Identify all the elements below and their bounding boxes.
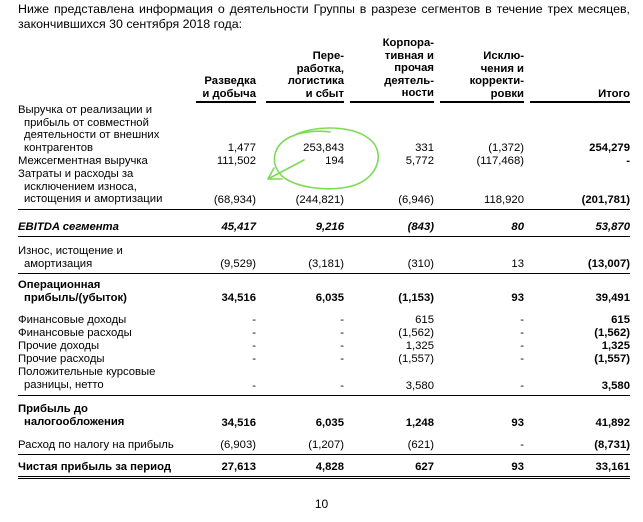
cell-dda-c3: (310) [407,258,434,270]
row-label-other-expense: Прочие расходы [18,353,105,365]
cell-costs-total: (201,781) [581,194,630,206]
cell-fx-c4: - [520,380,524,392]
cell-pbt-c4: 93 [511,417,524,429]
cell-dda-total: (13,007) [587,258,630,270]
cell-fininc-c4: - [520,314,524,326]
header-rule [440,101,524,103]
cell-tax-c2: (1,207) [308,439,344,451]
page-number: 10 [314,497,329,511]
header-exploration: Разведка и добыча [202,75,256,100]
header-corporate: Корпора- тивная и прочая деятель- ности [382,37,434,100]
cell-tax-total: (8,731) [594,439,630,451]
cell-dda-c2: (3,181) [308,258,344,270]
cell-othexp-c3: (1,557) [398,353,434,365]
header-refining: Пере- работка, логистика и сбыт [287,50,344,100]
row-label-revenue: Выручка от реализации и прибыль от совместной деятельности от внешних контрагентов [18,104,160,154]
cell-fx-c3: 3,580 [405,380,434,392]
cell-othinc-c1: - [252,340,256,352]
cell-interseg-total: - [626,155,630,167]
cell-interseg-c1: 111,502 [216,155,256,167]
cell-net-c4: 93 [511,461,524,473]
cell-ebitda-c3: (843) [407,221,434,233]
row-rule [18,395,630,396]
cell-fininc-c1: - [252,314,256,326]
cell-fx-c2: - [340,380,344,392]
cell-othexp-total: (1,557) [594,353,630,365]
row-label-finance-expense: Финансовые расходы [18,327,132,339]
cell-fx-c1: - [252,380,256,392]
row-label-other-income: Прочие доходы [18,340,100,352]
row-label-operating-profit: Операционная прибыль/(убыток) [18,279,127,304]
header-rule [266,101,344,103]
row-label-intersegment: Межсегментная выручка [18,155,148,167]
cell-revenue-c1: 1,477 [227,142,256,154]
cell-othexp-c1: - [252,353,256,365]
cell-othinc-c3: 1,325 [405,340,434,352]
cell-revenue-total: 254,279 [589,142,630,154]
cell-fininc-total: 615 [611,314,630,326]
cell-net-total: 33,161 [595,461,630,473]
cell-finexp-c1: - [252,327,256,339]
cell-othinc-total: 1,325 [601,340,630,352]
cell-pbt-c3: 1,248 [405,417,434,429]
cell-pbt-total: 41,892 [595,417,630,429]
cell-revenue-c4: (1,372) [488,142,524,154]
row-rule [18,273,630,274]
cell-ebitda-c2: 9,216 [315,221,344,233]
row-rule [18,236,630,237]
row-label-ebitda: EBITDA сегмента [18,221,119,233]
cell-tax-c4: - [520,439,524,451]
cell-costs-c4: 118,920 [484,194,524,206]
cell-revenue-c3: 331 [415,142,434,154]
header-rule [196,101,256,103]
cell-othinc-c2: - [340,340,344,352]
row-rule [18,209,630,210]
row-label-profit-before-tax: Прибыль до налогообложения [18,403,125,428]
row-label-fx-gain: Положительные курсовые разницы, нетто [18,366,156,391]
row-rule [18,476,630,477]
row-label-income-tax: Расход по налогу на прибыль [18,439,174,451]
row-label-net-profit: Чистая прибыль за период [18,461,172,473]
cell-opprofit-c2: 6,035 [315,292,344,304]
cell-tax-c3: (621) [407,439,434,451]
row-rule-double [18,478,630,479]
cell-interseg-c3: 5,772 [405,155,434,167]
cell-opprofit-c3: (1,153) [398,292,434,304]
row-label-dda: Износ, истощение и амортизация [18,245,123,270]
cell-opprofit-c4: 93 [511,292,524,304]
cell-pbt-c1: 34,516 [221,417,256,429]
cell-othexp-c4: - [520,353,524,365]
cell-finexp-c2: - [340,327,344,339]
cell-pbt-c2: 6,035 [315,417,344,429]
cell-dda-c1: (9,529) [220,258,256,270]
cell-othexp-c2: - [340,353,344,365]
cell-costs-c1: (68,934) [213,194,256,206]
cell-finexp-c3: (1,562) [398,327,434,339]
header-rule [530,101,630,103]
header-total: Итого [598,88,630,100]
row-label-costs: Затраты и расходы за исключением износа, истощения и амортизации [18,168,163,206]
header-eliminations: Исклю- чения и корректи- ровки [469,50,524,100]
cell-interseg-c4: (117,468) [476,155,524,167]
cell-costs-c2: (244,821) [295,194,344,206]
cell-opprofit-c1: 34,516 [221,292,256,304]
cell-fininc-c2: - [340,314,344,326]
cell-finexp-c4: - [520,327,524,339]
cell-tax-c1: (6,903) [220,439,256,451]
cell-costs-c3: (6,946) [398,194,434,206]
cell-othinc-c4: - [520,340,524,352]
cell-interseg-c2: 194 [325,155,344,167]
cell-fininc-c3: 615 [415,314,434,326]
cell-ebitda-c4: 80 [511,221,524,233]
cell-ebitda-total: 53,870 [595,221,630,233]
header-rule [350,101,434,103]
row-rule [18,454,630,455]
cell-net-c1: 27,613 [221,461,256,473]
cell-revenue-c2: 253,843 [303,142,344,154]
cell-ebitda-c1: 45,417 [221,221,256,233]
row-label-finance-income: Финансовые доходы [18,314,127,326]
intro-paragraph: Ниже представлена информация о деятельности Группы в разрезе сегментов в течение трех месяцев, закончившихся 30 сентября 2018 года: [18,2,630,31]
cell-opprofit-total: 39,491 [595,292,630,304]
cell-finexp-total: (1,562) [594,327,630,339]
cell-dda-c4: 13 [511,258,524,270]
cell-net-c2: 4,828 [315,461,344,473]
cell-fx-total: 3,580 [601,380,630,392]
cell-net-c3: 627 [415,461,434,473]
